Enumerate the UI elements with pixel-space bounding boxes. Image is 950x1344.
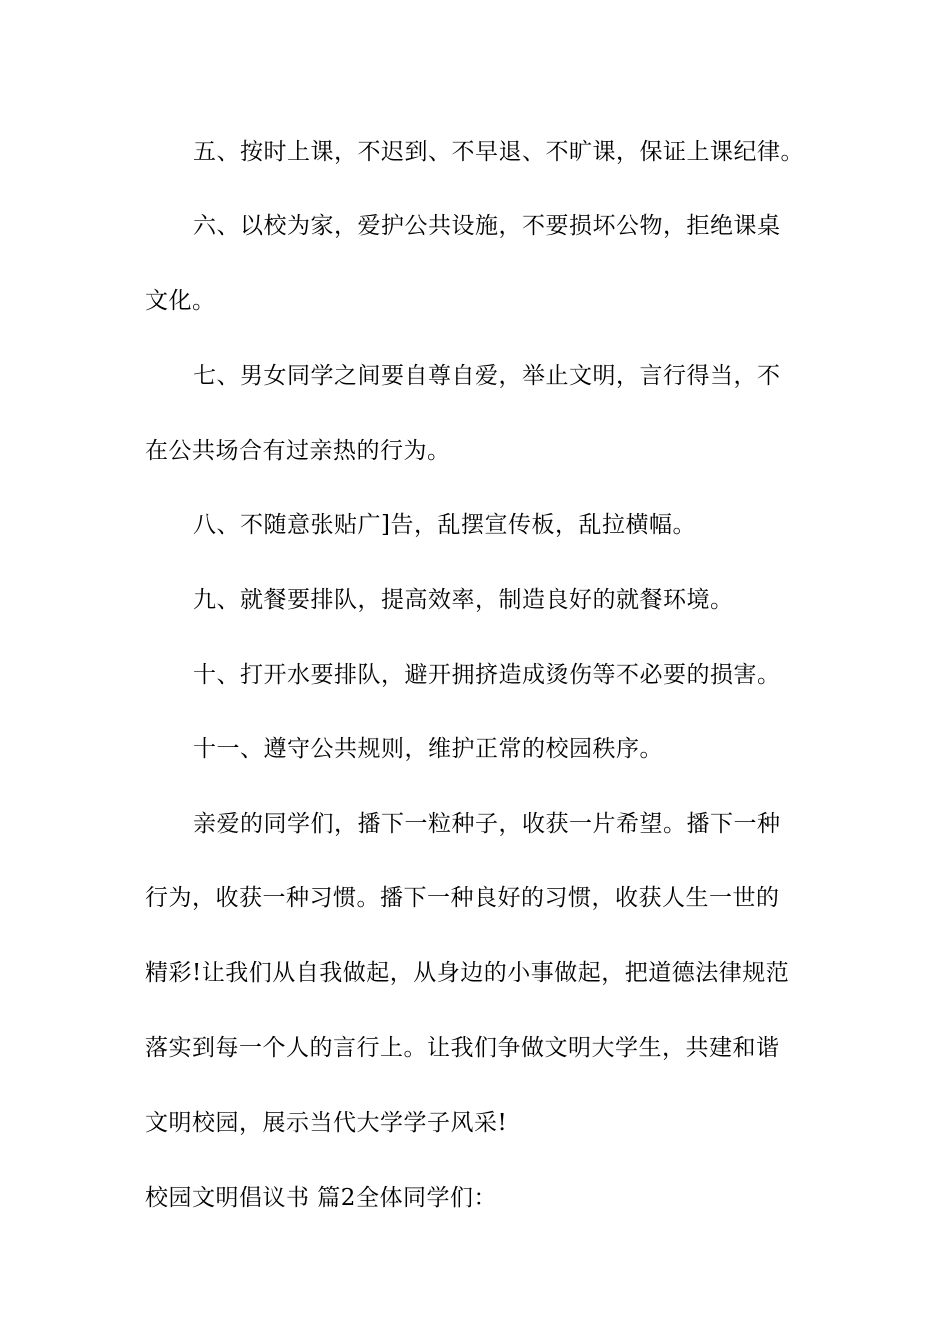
closing-text-line3: 精彩!让我们从自我做起，从身边的小事做起，把道德法律规范 (145, 960, 790, 986)
item-6-text-line2: 文化。 (145, 288, 216, 314)
item-8-text: 八、不随意张贴广]告，乱摆宣传板，乱拉横幅。 (193, 512, 696, 538)
item-9-text: 九、就餐要排队，提高效率，制造良好的就餐环境。 (193, 587, 734, 613)
item-10-text: 十、打开水要排队，避开拥挤造成烫伤等不必要的损害。 (193, 662, 781, 688)
closing-text-line1: 亲爱的同学们，播下一粒种子，收获一片希望。播下一种 (193, 811, 781, 837)
item-7-text-line1: 七、男女同学之间要自尊自爱，举止文明，言行得当，不 (193, 363, 781, 389)
closing-text-line4: 落实到每一个人的言行上。让我们争做文明大学生，共建和谐 (145, 1035, 780, 1061)
item-5-text: 五、按时上课，不迟到、不早退、不旷课，保证上课纪律。 (193, 139, 804, 165)
item-6-text-line1: 六、以校为家，爱护公共设施，不要损坏公物，拒绝课桌 (193, 213, 781, 239)
item-7-text-line2: 在公共场合有过亲热的行为。 (145, 438, 451, 464)
item-11-text: 十一、遵守公共规则，维护正常的校园秩序。 (193, 736, 663, 762)
closing-text-line2: 行为，收获一种习惯。播下一种良好的习惯，收获人生一世的 (145, 885, 780, 911)
closing-text-line5: 文明校园，展示当代大学学子风采! (145, 1110, 508, 1136)
section-heading: 校园文明倡议书 篇2全体同学们： (145, 1185, 497, 1211)
